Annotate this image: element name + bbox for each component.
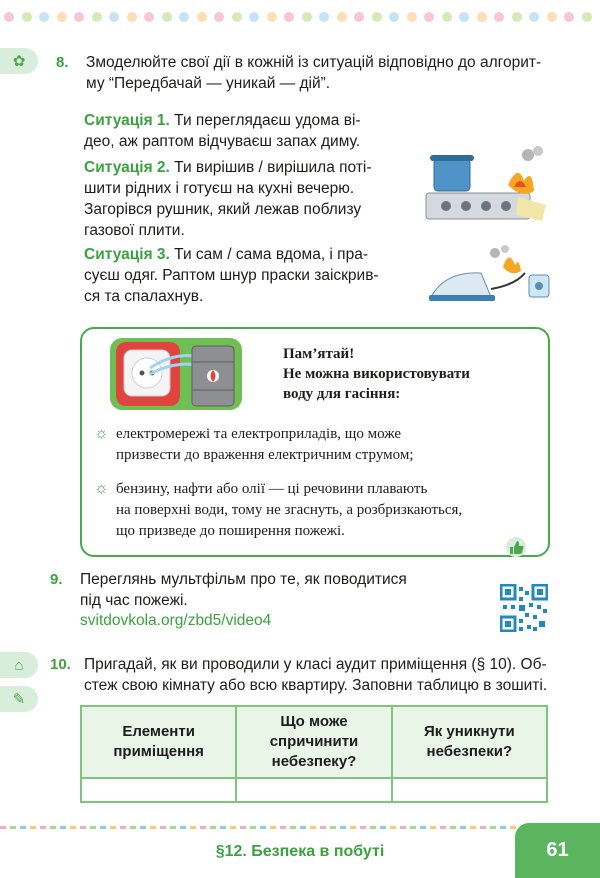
bullet-line: призвести до враження електричним струмом; <box>116 447 414 463</box>
decor-dash <box>300 826 306 829</box>
task-10-line: Пригадай, як ви проводили у класі аудит приміщення (§ 10). Об- <box>84 656 547 673</box>
decor-dash <box>120 826 126 829</box>
task-8-intro <box>86 52 552 94</box>
decor-dash <box>30 826 36 829</box>
task-9-line: під час пожежі. <box>80 592 188 609</box>
decor-dash <box>40 826 46 829</box>
decor-dot <box>319 12 329 22</box>
decor-dot <box>529 12 539 22</box>
decor-dot <box>547 12 557 22</box>
decor-dash <box>50 826 56 829</box>
remember-bullet-2 <box>116 479 532 542</box>
decor-dot <box>389 12 399 22</box>
decor-dash <box>100 826 106 829</box>
remember-title-line: Пам’ятай! <box>283 346 355 362</box>
decor-dash <box>190 826 196 829</box>
decor-dot <box>564 12 574 22</box>
decor-dot <box>337 12 347 22</box>
decor-dot <box>232 12 242 22</box>
decor-dash <box>250 826 256 829</box>
table-header-cell <box>236 706 391 778</box>
table-cell <box>236 778 391 802</box>
decor-dot <box>459 12 469 22</box>
decor-dot <box>372 12 382 22</box>
situation-1 <box>84 110 402 152</box>
decor-dash <box>430 826 436 829</box>
decor-dash <box>450 826 456 829</box>
decor-dash <box>270 826 276 829</box>
decor-dash <box>370 826 376 829</box>
decor-dot <box>92 12 102 22</box>
task-8-intro-line: Змоделюйте свої дії в кожній із ситуацій відповідно до алгорит- <box>86 54 542 71</box>
decor-dash <box>390 826 396 829</box>
decor-dash <box>340 826 346 829</box>
decor-dash <box>480 826 486 829</box>
situation-text: шити рідних і готуєш на кухні вечерю. <box>84 180 355 197</box>
task-10-number: 10. <box>50 656 71 673</box>
table-cell <box>81 778 236 802</box>
sun-bullet-icon: ☼ <box>94 425 109 442</box>
decor-dash <box>70 826 76 829</box>
situation-3-label: Ситуація 3. <box>84 246 170 263</box>
decor-dot <box>39 12 49 22</box>
decor-dash <box>130 826 136 829</box>
situation-text: Загорівся рушник, який лежав поблизу <box>84 201 362 218</box>
decor-dash <box>420 826 426 829</box>
decor-dash <box>20 826 26 829</box>
remember-title-line: Не можна використовувати <box>283 366 470 382</box>
situation-3 <box>84 244 402 307</box>
decor-dot <box>267 12 277 22</box>
bullet-line: бензину, нафти або олії — ці речовини плавають <box>116 481 428 497</box>
decor-dash <box>280 826 286 829</box>
decor-dot <box>442 12 452 22</box>
decor-dot <box>477 12 487 22</box>
header-line: небезпеку? <box>271 753 357 770</box>
decor-dot <box>4 12 14 22</box>
table-cell <box>392 778 547 802</box>
remember-title-line: воду для гасіння: <box>283 386 401 402</box>
decor-dot <box>127 12 137 22</box>
table-header-cell <box>392 706 547 778</box>
situation-text: Ти сам / сама вдома, і пра- <box>169 246 368 263</box>
decor-dot <box>57 12 67 22</box>
situation-text: Ти вирішив / вирішила поті- <box>169 159 372 176</box>
decor-dot <box>179 12 189 22</box>
header-line: спричинити <box>269 733 359 750</box>
decor-dash <box>510 826 516 829</box>
decor-dash <box>220 826 226 829</box>
decor-dot <box>494 12 504 22</box>
decor-dash <box>110 826 116 829</box>
section-title: §12. Безпека в побуті <box>215 843 385 860</box>
situation-1-label: Ситуація 1. <box>84 112 170 129</box>
remember-bullet-1 <box>116 424 532 466</box>
decor-dot <box>354 12 364 22</box>
decor-dash <box>150 826 156 829</box>
decor-dash <box>80 826 86 829</box>
decor-dot <box>144 12 154 22</box>
decor-dash <box>360 826 366 829</box>
decor-dash <box>410 826 416 829</box>
decor-dot <box>302 12 312 22</box>
qr-code-icon[interactable] <box>500 584 548 632</box>
task-8-number: 8. <box>56 54 69 71</box>
pencil-icon: ✎ <box>0 686 38 712</box>
decor-dash <box>440 826 446 829</box>
decor-dash <box>240 826 246 829</box>
decor-dash <box>210 826 216 829</box>
decor-dash <box>460 826 466 829</box>
decor-dash <box>320 826 326 829</box>
situation-2-label: Ситуація 2. <box>84 159 170 176</box>
decor-dot <box>162 12 172 22</box>
decor-dash <box>160 826 166 829</box>
decor-dot <box>284 12 294 22</box>
situation-text: део, аж раптом відчуваєш запах диму. <box>84 133 361 150</box>
decor-dot <box>424 12 434 22</box>
bullet-line: що призведе до поширення пожежі. <box>116 523 345 539</box>
decor-dash <box>10 826 16 829</box>
header-line: Що може <box>280 713 348 730</box>
top-dots-decoration <box>0 12 600 24</box>
table-header-cell <box>81 706 236 778</box>
page-number: 61 <box>515 823 600 878</box>
decor-dash <box>170 826 176 829</box>
decor-dash <box>260 826 266 829</box>
table-header-row <box>81 706 547 778</box>
header-line: небезпеки? <box>426 743 513 760</box>
decor-dash <box>490 826 496 829</box>
gas-stove-fire-illustration <box>422 145 550 223</box>
decor-dot <box>214 12 224 22</box>
decor-dot <box>512 12 522 22</box>
sun-bullet-icon: ☼ <box>94 480 109 497</box>
decor-dot <box>197 12 207 22</box>
situation-text: газової плити. <box>84 222 185 239</box>
decor-dot <box>74 12 84 22</box>
footer-dashed-divider <box>0 826 600 829</box>
thumbs-up-icon <box>503 536 529 558</box>
decor-dash <box>400 826 406 829</box>
bullet-line: електромережі та електроприладів, що може <box>116 426 402 442</box>
socket-water-barrel-illustration <box>110 338 242 410</box>
decor-dash <box>350 826 356 829</box>
iron-sparking-illustration <box>425 245 553 307</box>
audit-table <box>80 705 548 803</box>
decor-dot <box>407 12 417 22</box>
remember-title <box>283 344 533 404</box>
decor-dot <box>249 12 259 22</box>
decor-dash <box>90 826 96 829</box>
bullet-line: на поверхні води, тому не згаснуть, а розбризкаються, <box>116 502 463 518</box>
header-line: Як уникнути <box>423 723 515 740</box>
table-row <box>81 778 547 802</box>
decor-dash <box>470 826 476 829</box>
decor-dash <box>330 826 336 829</box>
video-link[interactable]: svitdovkola.org/zbd5/video4 <box>80 612 272 629</box>
task-9-line: Переглянь мультфільм про те, як поводитися <box>80 571 407 588</box>
decor-dash <box>290 826 296 829</box>
task-9-text <box>80 569 440 611</box>
decor-dot <box>22 12 32 22</box>
header-line: приміщення <box>113 743 204 760</box>
situation-text: суєш одяг. Раптом шнур праски заіскрив- <box>84 267 379 284</box>
decor-dash <box>230 826 236 829</box>
decor-dot <box>109 12 119 22</box>
task-10-text <box>84 654 550 696</box>
situation-2 <box>84 157 402 241</box>
decor-dash <box>380 826 386 829</box>
situation-text: ся та спалахнув. <box>84 288 204 305</box>
group-work-icon: ✿ <box>0 48 38 74</box>
header-line: Елементи <box>122 723 195 740</box>
decor-dash <box>500 826 506 829</box>
decor-dash <box>180 826 186 829</box>
task-9-number: 9. <box>50 571 63 588</box>
decor-dash <box>140 826 146 829</box>
decor-dash <box>310 826 316 829</box>
decor-dash <box>200 826 206 829</box>
task-10-line: стеж свою кімнату або всю квартиру. Заповни таблицю в зошиті. <box>84 677 548 694</box>
task-8-intro-line: му “Передбачай — уникай — дій”. <box>86 75 331 92</box>
situation-text: Ти переглядаєш удома ві- <box>169 112 361 129</box>
home-task-icon: ⌂ <box>0 652 38 678</box>
decor-dot <box>582 12 592 22</box>
decor-dash <box>60 826 66 829</box>
decor-dash <box>0 826 6 829</box>
